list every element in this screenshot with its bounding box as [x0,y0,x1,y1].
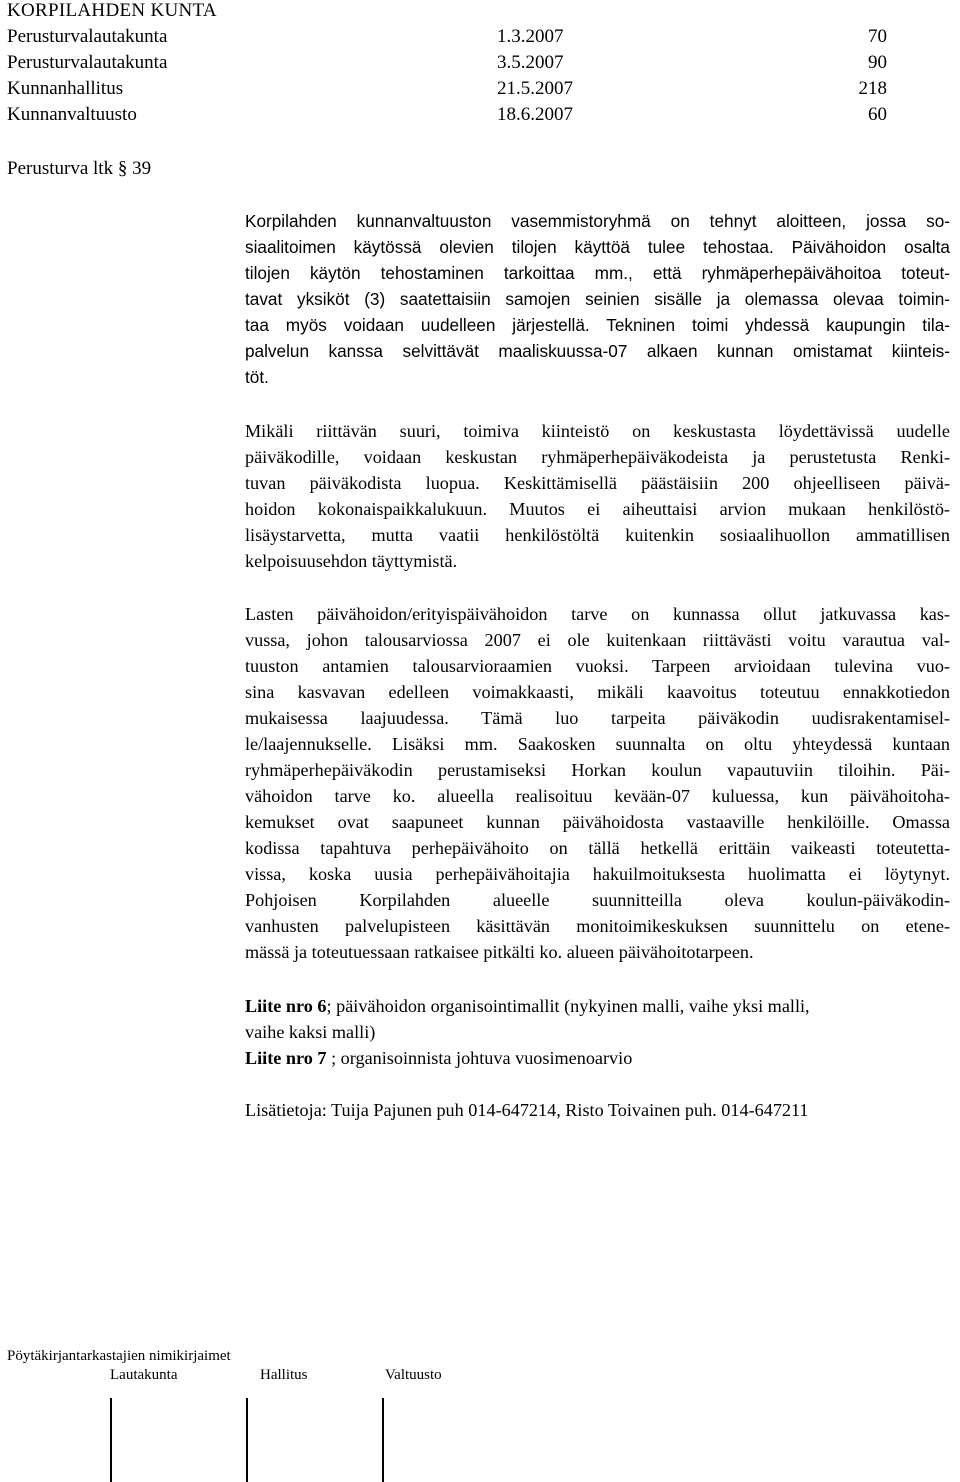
attachment-line: vaihe kaksi malli) [245,1022,376,1042]
meeting-row [7,26,887,52]
attachment-text: ; organisoinnista johtuva vuosimenoarvio [326,1048,633,1068]
text-line: tavat yksiköt (3) saatettaisiin samojen seinien sisälle ja olemassa olevaa toimin- [245,289,950,309]
attachments-block [245,993,950,1071]
contact-line: Lisätietoja: Tuija Pajunen puh 014-647214, Risto Toivainen puh. 014-647211 [245,1100,809,1120]
meeting-date: 18.6.2007 [497,104,573,125]
text-line: taa myös voidaan uudelleen järjestellä. Tekninen toimi yhdessä kaupungin tila- [245,315,950,335]
text-line: vussa, johon talousarviossa 2007 ei ole kuitenkaan riittävästi voitu varautua val- [245,630,950,650]
meeting-section: 70 [868,26,887,47]
meeting-date: 21.5.2007 [497,78,573,99]
signature-divider [246,1398,248,1482]
text-line: ryhmäperhepäiväkodin perustamiseksi Horkan koulun vapautuviin tiloihin. Päi- [245,760,950,780]
meeting-body: Kunnanhallitus [7,78,124,99]
signature-divider [110,1398,112,1482]
meeting-section: 218 [858,78,887,99]
meeting-row [7,78,887,104]
text-line: sina kasvavan edelleen voimakkaasti, mikäli kaavoitus toteutuu ennakkotiedon [245,682,950,702]
attachment-line [245,993,950,1019]
text-line: siaalitoimen käytössä olevien tilojen käyttöä tulee tehostaa. Päivähoidon osalta [245,237,950,257]
paragraph-daycare-demand [245,601,950,965]
footer-column-label: Lautakunta [110,1367,178,1383]
attachment-text: ; päivähoidon organisointimallit (nykyinen malli, vaihe yksi malli, [326,996,810,1016]
item-reference: Perusturva ltk § 39 [7,158,152,179]
text-line: lisäystarvetta, mutta vaatii henkilöstöltä kuitenkin sosiaalihuollon ammatillisen [245,525,950,545]
text-line: kemukset ovat saapuneet kunnan päivähoidosta vastaaville henkilöille. Omassa [245,812,950,832]
text-line: kodissa tapahtuva perhepäivähoito on tällä hetkellä erittäin vaikeasti toteutetta- [245,838,950,858]
contact-info [245,1097,950,1123]
attachment-label[interactable]: Liite nro 7 [245,1048,327,1068]
meeting-body: Perusturvalautakunta [7,26,168,47]
signature-divider [382,1398,384,1482]
text-line: vähoidon tarve ko. alueella realisoituu kevään-07 kuluessa, kun päivähoitoha- [245,786,950,806]
meeting-section: 90 [868,52,887,73]
attachment-label[interactable]: Liite nro 6 [245,996,327,1016]
text-line: le/laajennukselle. Lisäksi mm. Saakosken suunnalta on oltu yhteydessä kuntaan [245,734,950,754]
text-line: Korpilahden kunnanvaltuuston vasemmistoryhmä on tehnyt aloitteen, jossa so- [245,211,950,231]
paragraph-initiative [245,208,950,390]
text-line: tuuston antamien talousarvioraamien vuoksi. Tarpeen arvioidaan tulevina vuo- [245,656,950,676]
text-line: töt. [245,367,269,387]
meeting-body: Perusturvalautakunta [7,52,168,73]
attachment-line [245,1045,950,1071]
text-line: mukaisessa laajuudessa. Tämä luo tarpeita päiväkodin uudisrakentamisel- [245,708,950,728]
text-line: tuvan päiväkodista luopua. Keskittämisellä päästäisiin 200 ohjeelliseen päivä- [245,473,950,493]
paragraph-centralization [245,418,950,574]
text-line: Mikäli riittävän suuri, toimiva kiinteistö on keskustasta löydettävissä uudelle [245,421,950,441]
footer-column-label: Valtuusto [385,1367,442,1383]
text-line: kelpoisuusehdon täyttymistä. [245,551,458,571]
text-line: mässä ja toteutuessaan ratkaisee pitkälti ko. alueen päivähoitotarpeen. [245,942,754,962]
meeting-section: 60 [868,104,887,125]
text-line: hoidon kokonaispaikkalukuun. Muutos ei aiheuttaisi arvion mukaan henkilöstö- [245,499,950,519]
text-line: päiväkodille, voidaan keskustan ryhmäperhepäiväkodeista ja perustetusta Renki- [245,447,950,467]
text-line: tilojen käytön tehostaminen tarkoittaa mm., että ryhmäperhepäivähoitoa toteut- [245,263,950,283]
text-line: Lasten päivähoidon/erityispäivähoidon tarve on kunnassa ollut jatkuvassa kas- [245,604,950,624]
text-line: Pohjoisen Korpilahden alueelle suunnitteilla oleva koulun-päiväkodin- [245,890,950,910]
meeting-date: 1.3.2007 [497,26,564,47]
meeting-row [7,52,887,78]
meeting-body: Kunnanvaltuusto [7,104,137,125]
meeting-date: 3.5.2007 [497,52,564,73]
footer-column-label: Hallitus [260,1367,308,1383]
text-line: palvelun kanssa selvittävät maaliskuussa-07 alkaen kunnan omistamat kiinteis- [245,341,950,361]
organization-name: KORPILAHDEN KUNTA [7,0,217,21]
text-line: vissa, koska uusia perhepäivähoitajia hakuilmoituksesta huolimatta ei löytynyt. [245,864,950,884]
reviewers-initials-title: Pöytäkirjantarkastajien nimikirjaimet [7,1348,231,1364]
meeting-row [7,104,887,130]
text-line: vanhusten palvelupisteen käsittävän monitoimikeskuksen suunnittelu on etene- [245,916,950,936]
